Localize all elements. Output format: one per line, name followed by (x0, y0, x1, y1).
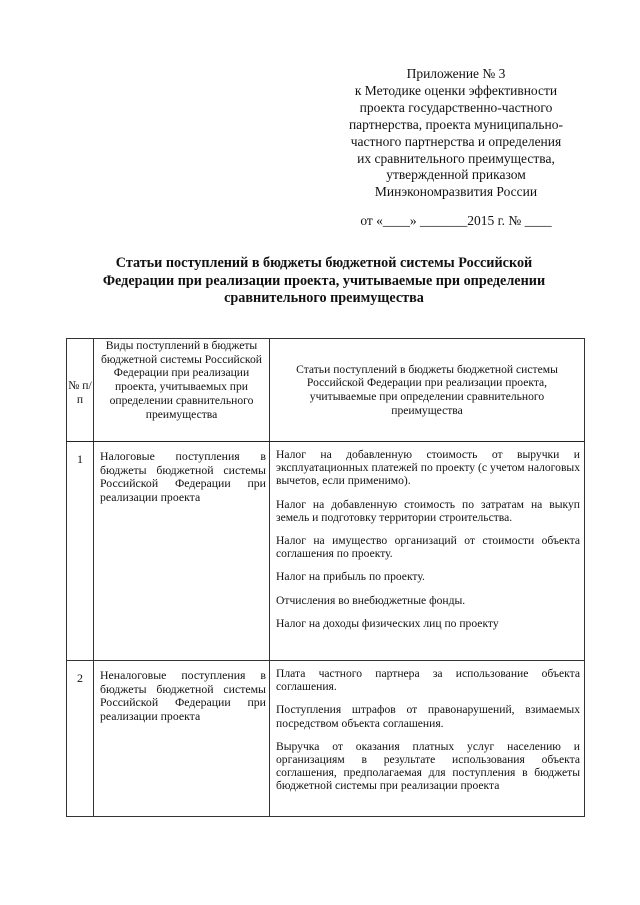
header-articles: Статьи поступлений в бюджеты бюджетной системы Российской Федерации при реализации проекта, учитываемые при определении сравнительного преимущества (270, 339, 585, 442)
appendix-line: партнерства, проекта муниципально- (348, 116, 564, 132)
appendix-date-line: от «____» _______2015 г. № ____ (360, 213, 552, 229)
document-title (70, 255, 578, 308)
table-row (67, 661, 585, 817)
table-row (67, 442, 585, 661)
row-number: 1 (67, 442, 94, 661)
revenue-item: Поступления штрафов от правонарушений, взимаемых посредством объекта соглашения. (276, 703, 580, 730)
appendix-line: частного партнерства и определения (350, 133, 562, 149)
row-items (270, 661, 585, 817)
revenue-item: Налог на добавленную стоимость от выручки и эксплуатационных платежей по проекту (с учетом налоговых вычетов, если применимо). (276, 448, 580, 488)
appendix-line: их сравнительного преимущества, (357, 150, 555, 166)
title-line: Статьи поступлений в бюджеты бюджетной системы Российской (115, 255, 533, 271)
header-num: № п/п (67, 339, 94, 442)
appendix-block (322, 66, 590, 230)
appendix-line: Минэкономразвития России (374, 184, 538, 200)
revenue-item: Налог на добавленную стоимость по затратам на выкуп земель и подготовку территории строительства. (276, 497, 580, 524)
title-line: Федерации при реализации проекта, учитываемые при определении (102, 272, 546, 289)
revenue-item: Налог на имущество организаций от стоимости объекта соглашения по проекту. (276, 534, 580, 561)
revenue-table (66, 338, 585, 817)
revenue-item: Выручка от оказания платных услуг населению и организациям в результате использования объекта соглашения, предполагаемая для поступления в бюджеты бюджетной системы при реализации проекта (276, 739, 580, 793)
row-revenue-type: Налоговые поступления в бюджеты бюджетной системы Российской Федерации при реализации проекта (94, 442, 270, 661)
revenue-item: Налог на доходы физических лиц по проекту (276, 616, 499, 630)
appendix-line: проекта государственно-частного (359, 99, 553, 115)
header-types: Виды поступлений в бюджеты бюджетной системы Российской Федерации при реализации проекта, учитываемых при определении сравнительного преимущества (94, 339, 270, 442)
revenue-item: Налог на прибыль по проекту. (276, 570, 425, 584)
row-number: 2 (67, 661, 94, 817)
appendix-line: Приложение № 3 (406, 66, 506, 81)
appendix-line: утвержденной приказом (386, 167, 526, 183)
title-line: сравнительного преимущества (224, 290, 424, 306)
row-revenue-type: Неналоговые поступления в бюджеты бюджетной системы Российской Федерации при реализации проекта (94, 661, 270, 817)
revenue-item: Плата частного партнера за использование объекта соглашения. (276, 667, 580, 694)
row-items (270, 442, 585, 661)
appendix-line: к Методике оценки эффективности (354, 82, 558, 98)
table-header-row (67, 339, 585, 442)
revenue-item: Отчисления во внебюджетные фонды. (276, 593, 466, 607)
